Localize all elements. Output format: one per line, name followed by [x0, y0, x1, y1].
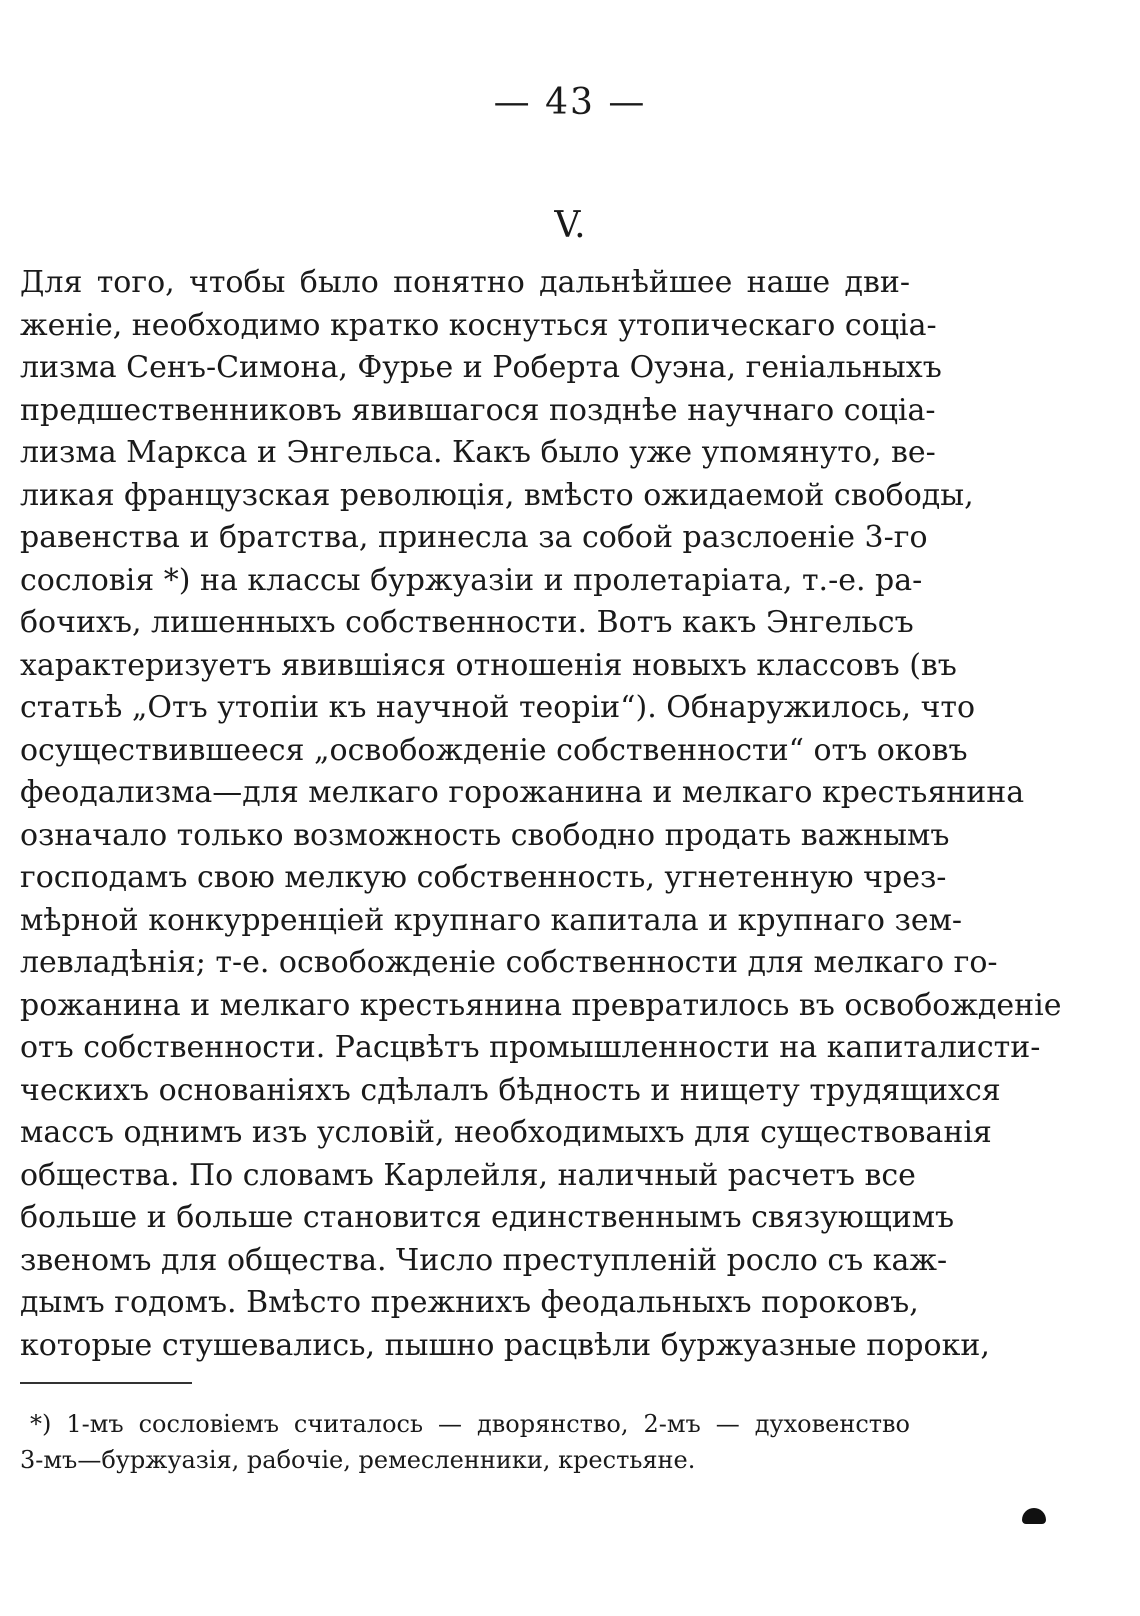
body-line: массъ однимъ изъ условій, необходимыхъ для существованія [20, 1115, 992, 1150]
body-line: статьѣ „Отъ утопіи къ научной теоріи“). Обнаружилось, что [20, 690, 976, 725]
body-line: лизма Маркса и Энгельса. Какъ было уже упомянуто, ве- [20, 435, 936, 470]
footnote-line: *) 1-мъ сословіемъ считалось — дворянство, 2-мъ — духовенство [30, 1410, 910, 1438]
body-line: мѣрной конкурренціей крупнаго капитала и крупнаго зем- [20, 902, 963, 938]
body-line: звеномъ для общества. Число преступленій росло съ каж- [20, 1242, 948, 1278]
ink-blot-mark [1022, 1508, 1046, 1524]
footnote-divider [20, 1382, 192, 1384]
body-line: которые стушевались, пышно расцвѣли буржуазные пороки, [20, 1327, 990, 1363]
body-line: больше и больше становится единственнымъ связующимъ [20, 1200, 955, 1235]
body-line: левладѣнія; т-е. освобожденіе собственности для мелкаго го- [20, 945, 998, 980]
body-line: лизма Сенъ-Симона, Фурье и Роберта Оуэна, геніальныхъ [20, 350, 942, 385]
chapter-heading: V. [554, 205, 586, 246]
body-line: предшественниковъ явившагося позднѣе научнаго соціа- [20, 392, 936, 428]
body-line: ческихъ основаніяхъ сдѣлалъ бѣдность и нищету трудящихся [20, 1072, 1001, 1108]
body-line: сословія *) на классы буржуазіи и пролетаріата, т.-е. ра- [20, 562, 923, 598]
body-line: осуществившееся „освобожденіе собственности“ отъ оковъ [20, 732, 968, 768]
body-line: равенства и братства, принесла за собой разслоеніе 3-го [20, 520, 928, 555]
footnote [20, 1406, 910, 1478]
body-text [20, 262, 1062, 1367]
body-line: бочихъ, лишенныхъ собственности. Вотъ какъ Энгельсъ [20, 605, 914, 640]
body-line: женіе, необходимо кратко коснуться утопическаго соціа- [20, 307, 937, 343]
body-line: дымъ годомъ. Вмѣсто прежнихъ феодальныхъ пороковъ, [20, 1285, 919, 1320]
body-line: Для того, чтобы было понятно дальнѣйшее наше дви- [20, 265, 910, 300]
footnote-line: 3-мъ—буржуазія, рабочіе, ремесленники, крестьяне. [20, 1446, 696, 1474]
body-line: господамъ свою мелкую собственность, угнетенную чрез- [20, 860, 947, 895]
body-line: рожанина и мелкаго крестьянина превратилось въ освобожденіе [20, 987, 1062, 1023]
body-line: характеризуетъ явившіяся отношенія новыхъ классовъ (въ [20, 647, 957, 683]
body-line: означало только возможность свободно продать важнымъ [20, 817, 950, 853]
body-line: ликая французская революція, вмѣсто ожидаемой свободы, [20, 477, 974, 513]
body-line: феодализма—для мелкаго горожанина и мелкаго крестьянина [20, 775, 1025, 810]
body-line: отъ собственности. Расцвѣтъ промышленности на капиталисти- [20, 1030, 1041, 1065]
page-number: — 43 — [493, 82, 647, 123]
body-line: общества. По словамъ Карлейля, наличный расчетъ все [20, 1157, 916, 1193]
